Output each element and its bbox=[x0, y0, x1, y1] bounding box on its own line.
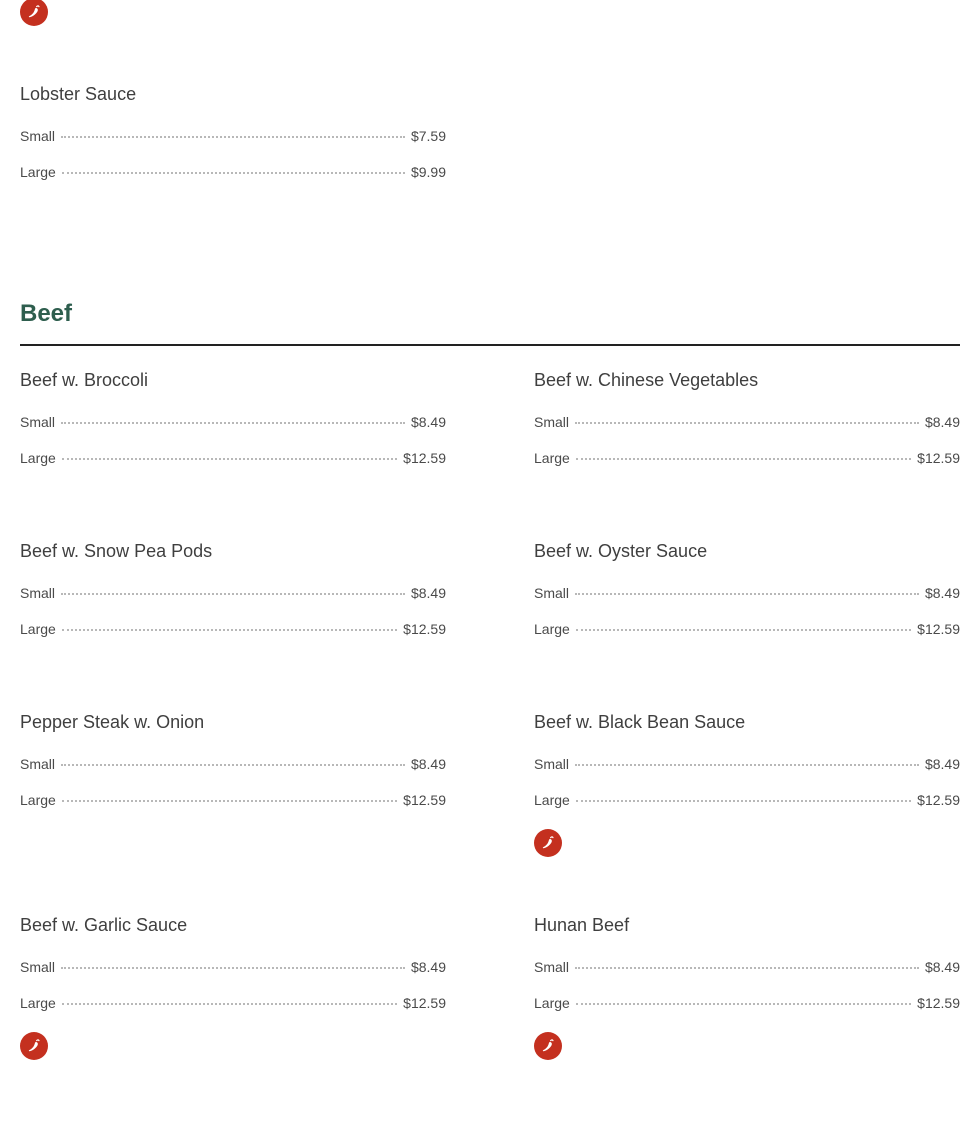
menu-item bbox=[534, 914, 960, 1064]
price-row-small bbox=[534, 755, 960, 773]
size-label: Large bbox=[534, 621, 570, 637]
chili-pepper-icon bbox=[539, 1037, 557, 1055]
dot-leader bbox=[61, 967, 405, 969]
dot-leader bbox=[575, 422, 919, 424]
price-row-large bbox=[534, 620, 960, 638]
price: $12.59 bbox=[403, 792, 446, 808]
size-label: Small bbox=[20, 585, 56, 601]
menu-item bbox=[20, 914, 446, 1064]
size-label: Small bbox=[534, 756, 570, 772]
dot-leader bbox=[62, 458, 397, 460]
price-row-large bbox=[534, 449, 960, 467]
spicy-badge bbox=[20, 1032, 48, 1060]
size-label: Small bbox=[534, 585, 570, 601]
dot-leader bbox=[575, 967, 919, 969]
dot-leader bbox=[62, 629, 397, 631]
item-name: Beef w. Snow Pea Pods bbox=[20, 541, 213, 561]
size-label: Large bbox=[534, 792, 570, 808]
section-title: Beef bbox=[20, 300, 73, 327]
price-row-small bbox=[534, 413, 960, 431]
item-name: Hunan Beef bbox=[534, 915, 630, 935]
price: $8.49 bbox=[410, 414, 446, 430]
dot-leader bbox=[62, 800, 397, 802]
price-row-small bbox=[20, 755, 446, 773]
dot-leader bbox=[61, 136, 405, 138]
dot-leader bbox=[62, 1003, 397, 1005]
dot-leader bbox=[575, 593, 919, 595]
section-divider bbox=[20, 344, 960, 346]
price: $12.59 bbox=[917, 792, 960, 808]
menu-item bbox=[20, 711, 446, 811]
chili-pepper-icon bbox=[539, 834, 557, 852]
dot-leader bbox=[576, 1003, 911, 1005]
size-label: Small bbox=[20, 414, 56, 430]
price-row-small bbox=[20, 413, 446, 431]
size-label: Large bbox=[20, 995, 56, 1011]
price: $12.59 bbox=[917, 995, 960, 1011]
item-name: Beef w. Black Bean Sauce bbox=[534, 712, 746, 732]
item-name: Beef w. Chinese Vegetables bbox=[534, 370, 759, 390]
price-row-large bbox=[20, 163, 446, 181]
chili-pepper-icon bbox=[25, 1037, 43, 1055]
price: $12.59 bbox=[917, 450, 960, 466]
menu-item bbox=[534, 369, 960, 469]
price-row-large bbox=[20, 620, 446, 638]
price: $8.49 bbox=[410, 756, 446, 772]
price: $8.49 bbox=[924, 414, 960, 430]
dot-leader bbox=[575, 764, 919, 766]
price: $8.49 bbox=[924, 585, 960, 601]
dot-leader bbox=[61, 593, 405, 595]
menu-item bbox=[20, 540, 446, 640]
price: $8.49 bbox=[924, 959, 960, 975]
price-row-small bbox=[20, 127, 446, 145]
item-name: Beef w. Oyster Sauce bbox=[534, 541, 708, 561]
size-label: Large bbox=[20, 450, 56, 466]
menu-item bbox=[534, 711, 960, 861]
size-label: Small bbox=[534, 959, 570, 975]
size-label: Small bbox=[20, 959, 56, 975]
dot-leader bbox=[62, 172, 405, 174]
spicy-badge bbox=[534, 1032, 562, 1060]
size-label: Small bbox=[534, 414, 570, 430]
price: $8.49 bbox=[924, 756, 960, 772]
price-row-large bbox=[20, 994, 446, 1012]
price-row-large bbox=[20, 449, 446, 467]
item-name: Beef w. Broccoli bbox=[20, 370, 149, 390]
size-label: Large bbox=[534, 995, 570, 1011]
price: $12.59 bbox=[403, 621, 446, 637]
size-label: Small bbox=[20, 128, 56, 144]
size-label: Large bbox=[534, 450, 570, 466]
size-label: Large bbox=[20, 792, 56, 808]
price-row-small bbox=[534, 584, 960, 602]
size-label: Large bbox=[20, 621, 56, 637]
price: $9.99 bbox=[410, 164, 446, 180]
price: $7.59 bbox=[410, 128, 446, 144]
item-name: Beef w. Garlic Sauce bbox=[20, 915, 188, 935]
price-row-large bbox=[20, 791, 446, 809]
price-row-large bbox=[534, 791, 960, 809]
dot-leader bbox=[576, 458, 911, 460]
price: $12.59 bbox=[403, 995, 446, 1011]
dot-leader bbox=[576, 800, 911, 802]
dot-leader bbox=[576, 629, 911, 631]
menu-item bbox=[20, 369, 446, 469]
price-row-small bbox=[20, 958, 446, 976]
price: $8.49 bbox=[410, 585, 446, 601]
dot-leader bbox=[61, 764, 405, 766]
item-name: Pepper Steak w. Onion bbox=[20, 712, 205, 732]
price-row-small bbox=[20, 584, 446, 602]
size-label: Small bbox=[20, 756, 56, 772]
price-row-large bbox=[534, 994, 960, 1012]
price: $12.59 bbox=[403, 450, 446, 466]
dot-leader bbox=[61, 422, 405, 424]
item-name: Lobster Sauce bbox=[20, 84, 137, 104]
spicy-badge bbox=[20, 0, 48, 26]
size-label: Large bbox=[20, 164, 56, 180]
menu-item bbox=[20, 83, 446, 183]
spicy-badge bbox=[534, 829, 562, 857]
menu-item bbox=[534, 540, 960, 640]
price-row-small bbox=[534, 958, 960, 976]
price: $12.59 bbox=[917, 621, 960, 637]
chili-pepper-icon bbox=[25, 3, 43, 21]
price: $8.49 bbox=[410, 959, 446, 975]
